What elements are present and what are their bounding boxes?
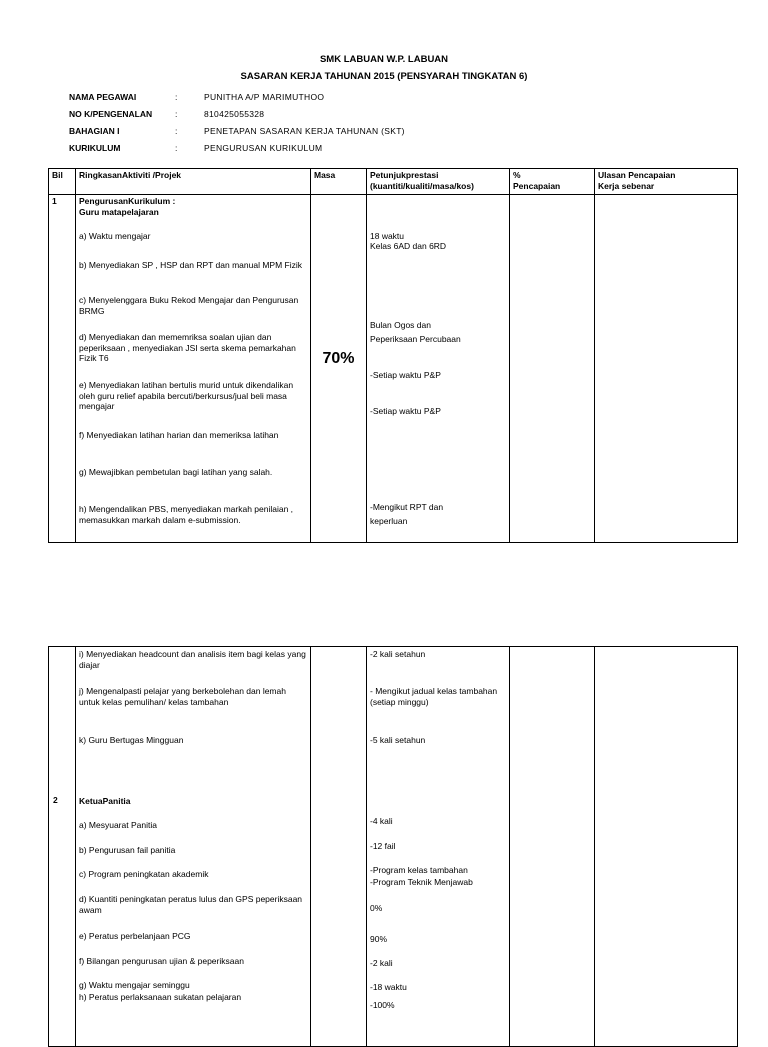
petunjuk-item: -Program kelas tambahan <box>370 865 468 875</box>
document-title: SASARAN KERJA TAHUNAN 2015 (PENSYARAH TINGKATAN 6) <box>240 71 528 82</box>
col-header-petunjuk <box>367 169 510 195</box>
info-label: NO K/PENGENALAN <box>69 108 153 119</box>
header-line: % <box>513 170 521 180</box>
list-item: e) Peratus perbelanjaan PCG <box>79 931 191 941</box>
petunjuk-item: 18 waktu <box>370 231 405 241</box>
info-colon: : <box>175 125 178 136</box>
col-header-ulasan <box>595 169 738 195</box>
petunjuk-item: -18 waktu <box>370 982 407 992</box>
skt-table-continued <box>48 646 738 1047</box>
petunjuk-item: -2 kali setahun <box>370 649 426 659</box>
list-item: e) Menyediakan latihan bertulis murid untuk dikendalikan oleh guru relief apabila bercuti/berkursus/jual beli masa mengajar <box>79 380 294 411</box>
info-value: 810425055328 <box>204 108 265 119</box>
petunjuk-item: -Program Teknik Menjawab <box>370 877 473 887</box>
table-header-row <box>49 169 738 195</box>
row-number: 2 <box>53 795 58 805</box>
header-line: Kerja sebenar <box>598 180 655 191</box>
info-value: PUNITHA A/P MARIMUTHOO <box>204 91 325 102</box>
section-title: PengurusanKurikulum : <box>79 196 176 206</box>
header-line: Pencapaian <box>513 180 561 191</box>
petunjuk-item: 90% <box>370 934 388 944</box>
petunjuk-item: -4 kali <box>370 816 393 826</box>
petunjuk-item: Peperiksaan Percubaan <box>370 334 461 344</box>
ulasan-cell <box>595 195 738 543</box>
activity-cell <box>76 647 311 1047</box>
petunjuk-item: -Setiap waktu P&P <box>370 406 441 416</box>
ulasan-cell <box>595 647 738 1047</box>
list-item: g) Mewajibkan pembetulan bagi latihan yang salah. <box>79 467 273 477</box>
list-item: f) Menyediakan latihan harian dan memeriksa latihan <box>79 430 279 440</box>
list-item: a) Mesyuarat Panitia <box>79 820 157 830</box>
petunjuk-item: -5 kali setahun <box>370 735 426 745</box>
skt-table <box>48 168 738 543</box>
info-value: PENETAPAN SASARAN KERJA TAHUNAN (SKT) <box>204 125 405 136</box>
activity-cell <box>76 195 311 543</box>
info-colon: : <box>175 142 178 153</box>
list-item: j) Mengenalpasti pelajar yang berkebolehan dan lemah untuk kelas pemulihan/ kelas tambahan <box>79 686 286 707</box>
list-item: f) Bilangan pengurusan ujian & peperiksaan <box>79 956 244 966</box>
petunjuk-item: -100% <box>370 1000 395 1010</box>
list-item: a) Waktu mengajar <box>79 231 151 241</box>
col-header-aktiviti: RingkasanAktiviti /Projek <box>76 169 311 195</box>
row-number-cell <box>49 647 76 1047</box>
list-item: h) Peratus perlaksanaan sukatan pelajaran <box>79 992 242 1002</box>
header-line: Ulasan Pencapaian <box>598 170 676 180</box>
list-item: c) Menyelenggara Buku Rekod Mengajar dan Pengurusan BRMG <box>79 295 299 316</box>
header-line: Petunjukprestasi <box>370 170 439 180</box>
petunjuk-item: -Setiap waktu P&P <box>370 370 441 380</box>
info-row <box>69 122 405 139</box>
list-item: g) Waktu mengajar seminggu <box>79 980 190 990</box>
list-item: b) Pengurusan fail panitia <box>79 845 176 855</box>
table-row <box>49 647 738 1047</box>
petunjuk-cell <box>367 647 510 1047</box>
petunjuk-item: -Mengikut RPT dan <box>370 502 444 512</box>
list-item: b) Menyediakan SP , HSP dan RPT dan manual MPM Fizik <box>79 260 302 270</box>
list-item: c) Program peningkatan akademik <box>79 869 209 879</box>
masa-cell <box>311 647 367 1047</box>
petunjuk-item: - Mengikut jadual kelas tambahan (setiap minggu) <box>370 686 498 707</box>
col-header-pencapaian <box>510 169 595 195</box>
petunjuk-cell <box>367 195 510 543</box>
info-colon: : <box>175 108 178 119</box>
header-line: (kuantiti/kualiti/masa/kos) <box>370 180 474 191</box>
petunjuk-item: -2 kali <box>370 958 393 968</box>
info-row <box>69 139 405 156</box>
petunjuk-item: -12 fail <box>370 841 396 851</box>
info-label: NAMA PEGAWAI <box>69 91 137 102</box>
petunjuk-item: 0% <box>370 903 383 913</box>
info-label: KURIKULUM <box>69 142 121 153</box>
petunjuk-item: Kelas 6AD dan 6RD <box>370 241 447 251</box>
list-item: h) Mengendalikan PBS, menyediakan markah penilaian , memasukkan markah dalam e-submission. <box>79 504 294 525</box>
info-row <box>69 105 405 122</box>
petunjuk-item: keperluan <box>370 516 408 526</box>
pencapaian-cell <box>510 647 595 1047</box>
info-value: PENGURUSAN KURIKULUM <box>204 142 323 153</box>
info-row <box>69 88 405 105</box>
petunjuk-item: Bulan Ogos dan <box>370 320 431 330</box>
col-header-bil: Bil <box>49 169 76 195</box>
list-item: d) Menyediakan dan mememriksa soalan ujian dan peperiksaan , menyediakan JSI serta skema pemarkahan Fizik T6 <box>79 332 296 363</box>
pencapaian-cell <box>510 195 595 543</box>
list-item: k) Guru Bertugas Mingguan <box>79 735 184 745</box>
list-item: i) Menyediakan headcount dan analisis item bagi kelas yang diajar <box>79 649 306 670</box>
col-header-masa: Masa <box>311 169 367 195</box>
section-title: KetuaPanitia <box>79 796 131 806</box>
table-row <box>49 195 738 543</box>
section-subtitle: Guru matapelajaran <box>79 206 159 217</box>
info-colon: : <box>175 91 178 102</box>
masa-value: 70% <box>322 350 355 367</box>
officer-info <box>69 88 405 156</box>
school-name: SMK LABUAN W.P. LABUAN <box>319 54 449 65</box>
row-number: 1 <box>49 195 76 543</box>
list-item: d) Kuantiti peningkatan peratus lulus dan GPS peperiksaan awam <box>79 894 303 915</box>
masa-cell <box>311 195 367 543</box>
info-label: BAHAGIAN I <box>69 125 120 136</box>
